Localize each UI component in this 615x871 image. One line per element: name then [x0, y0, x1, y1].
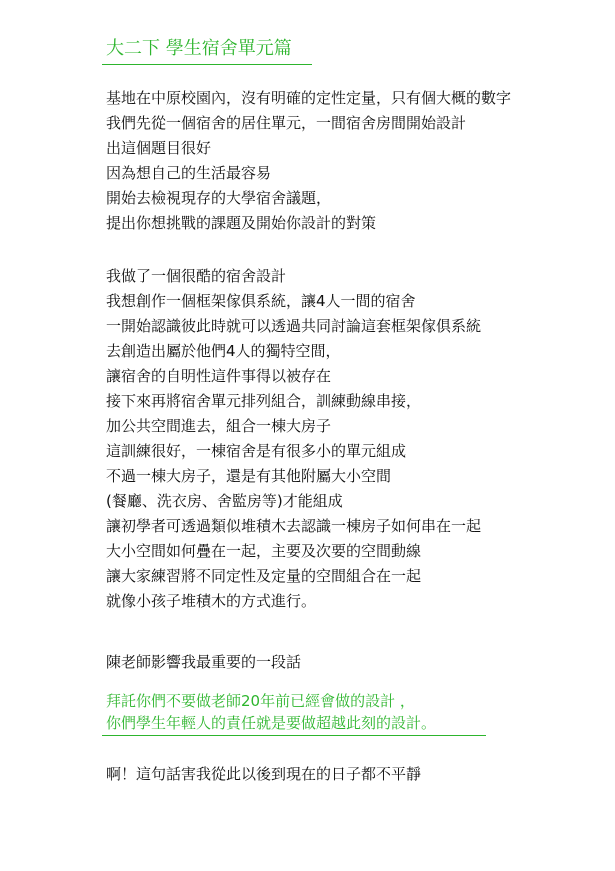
- quote-intro: 陳老師影響我最重要的一段話: [106, 653, 302, 671]
- text-line: 我們先從一個宿舍的居住單元，一間宿舍房間開始設計: [106, 114, 467, 132]
- text-line: 出這個題目很好: [106, 139, 212, 157]
- text-line: 我做了一個很酷的宿舍設計: [106, 267, 287, 285]
- text-line: 讓宿舍的自明性這件事得以被存在: [106, 367, 332, 385]
- text-line: 提出你想挑戰的課題及開始你設計的對策: [106, 214, 377, 232]
- quote-underline: [102, 735, 486, 736]
- text-line: 一開始認識彼此時就可以透過共同討論這套框架傢俱系統: [106, 317, 482, 335]
- text-line: 開始去檢視現存的大學宿舍議題，: [106, 189, 332, 207]
- quote-line: 拜託你們不要做老師20年前已經會做的設計 ，: [106, 692, 415, 710]
- text-line: 讓初學者可透過類似堆積木去認識一棟房子如何串在一起: [106, 517, 482, 535]
- quote-line: 你們學生年輕人的責任就是要做超越此刻的設計。: [106, 714, 437, 732]
- text-line: 加公共空間進去，組合一棟大房子: [106, 417, 332, 435]
- text-line: 去創造出屬於他們4人的獨特空間，: [106, 342, 341, 360]
- text-line: (餐廳、洗衣房、舍監房等)才能組成: [106, 492, 343, 510]
- paragraph-dorm-design: [106, 264, 481, 614]
- text-line: 這訓練很好，一棟宿舍是有很多小的單元組成: [106, 442, 407, 460]
- text-line: 因為想自己的生活最容易: [106, 164, 272, 182]
- text-line: 基地在中原校園內，沒有明確的定性定量，只有個大概的數字: [106, 89, 512, 107]
- paragraph-site-brief: [106, 86, 511, 236]
- text-line: 大小空間如何疊在一起，主要及次要的空間動線: [106, 542, 422, 560]
- text-line: 就像小孩子堆積木的方式進行。: [106, 592, 317, 610]
- title-underline: [102, 64, 312, 65]
- text-line: 接下來再將宿舍單元排列組合，訓練動線串接，: [106, 392, 422, 410]
- text-line: 不過一棟大房子，還是有其他附屬大小空間: [106, 467, 392, 485]
- text-line: 讓大家練習將不同定性及定量的空間組合在一起: [106, 567, 422, 585]
- highlighted-quote: [106, 690, 436, 734]
- text-line: 我想創作一個框架傢俱系統，讓4人一間的宿舍: [106, 292, 416, 310]
- page-title: 大二下 學生宿舍單元篇: [106, 38, 292, 59]
- closing-remark: 啊！這句話害我從此以後到現在的日子都不平靜: [106, 765, 422, 783]
